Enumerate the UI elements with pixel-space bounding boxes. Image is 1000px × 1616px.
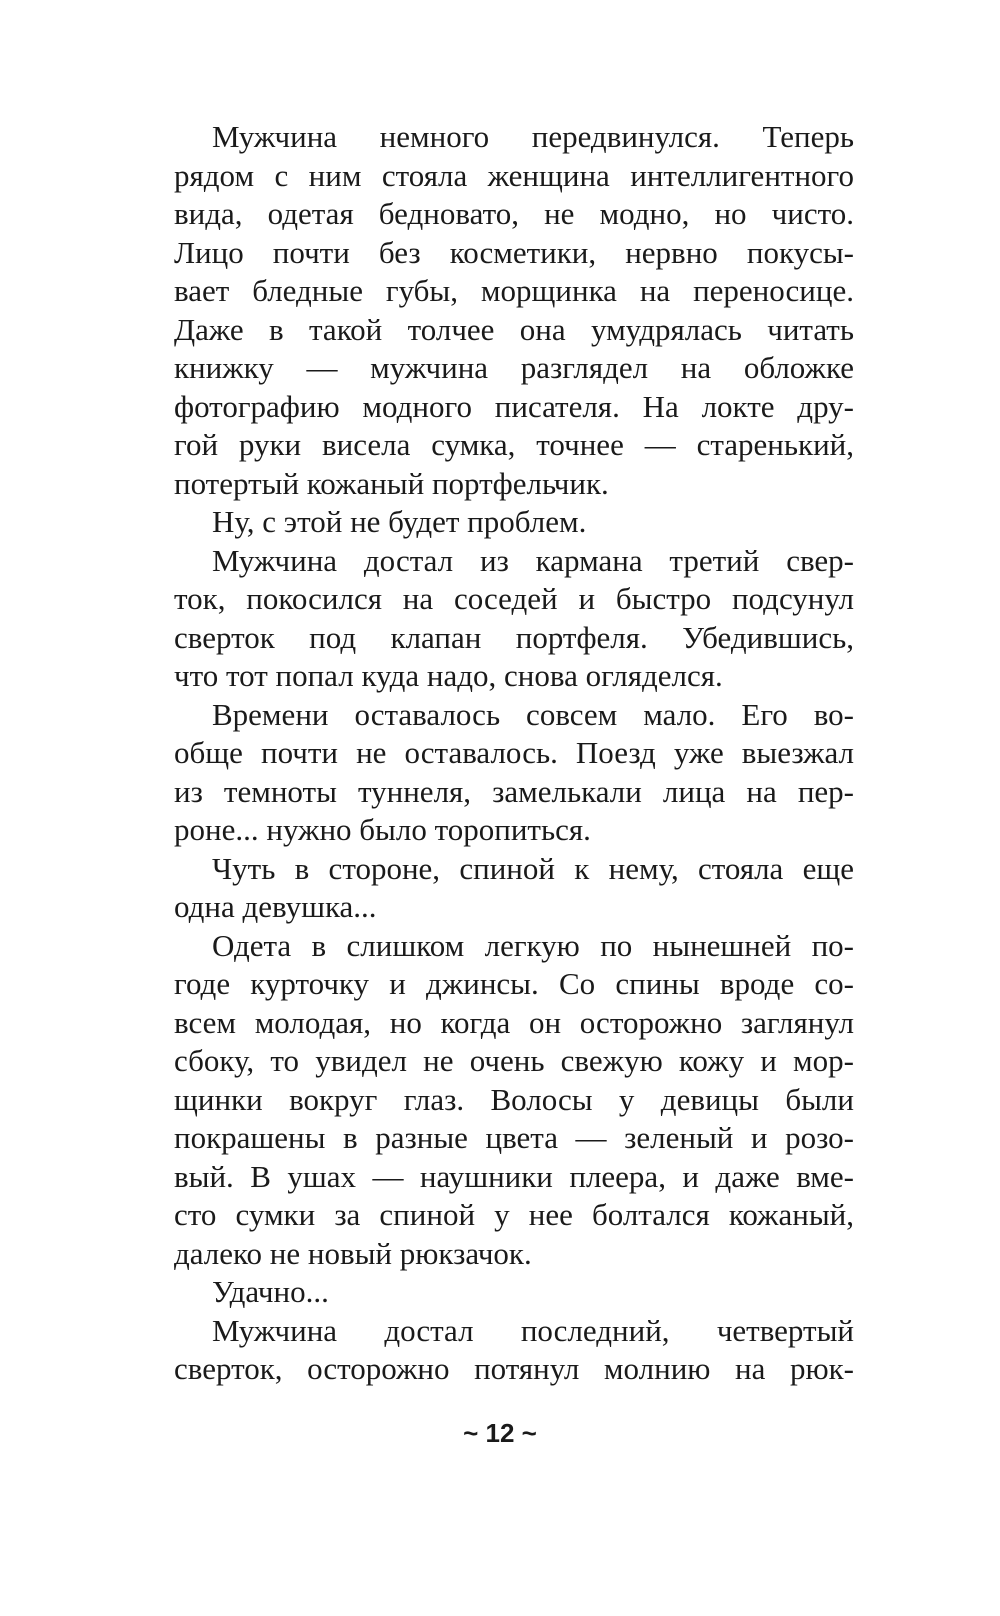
text-line: далеко не новый рюкзачок. bbox=[174, 1235, 532, 1271]
text-line: Чуть в стороне, спиной к нему, стояла еще bbox=[212, 850, 854, 886]
text-line: Лицо почти без косметики, нервно покусы- bbox=[174, 234, 854, 270]
text-line: что тот попал куда надо, снова огляделся. bbox=[174, 658, 723, 693]
text-line: книжку — мужчина разглядел на обложке bbox=[174, 350, 854, 385]
text-line: вый. В ушах — наушники плеера, и даже вме- bbox=[174, 1158, 854, 1194]
text-line: Времени оставалось совсем мало. Его во- bbox=[212, 696, 854, 732]
text-line: Мужчина немного передвинулся. Теперь bbox=[212, 119, 854, 154]
text-line: сверток, осторожно потянул молнию на рюк- bbox=[174, 1351, 854, 1386]
text-line: Одета в слишком легкую по нынешней по- bbox=[212, 927, 854, 963]
text-line: сбоку, то увидел не очень свежую кожу и мор- bbox=[174, 1043, 854, 1078]
text-line: вает бледные губы, морщинка на переносице. bbox=[174, 273, 854, 308]
text-line: всем молодая, но когда он осторожно заглянул bbox=[174, 1004, 854, 1040]
text-line: из темноты туннеля, замелькали лица на пер- bbox=[174, 773, 854, 809]
text-line: годе курточку и джинсы. Со спины вроде со- bbox=[174, 966, 854, 1001]
text-line: сверток под клапан портфеля. Убедившись, bbox=[174, 619, 854, 655]
text-line: Мужчина достал из кармана третий свер- bbox=[212, 542, 854, 578]
text-line: фотографию модного писателя. На локте дру- bbox=[174, 388, 854, 424]
text-line: Мужчина достал последний, четвертый bbox=[212, 1312, 854, 1348]
text-line: рядом с ним стояла женщина интеллигентного bbox=[174, 157, 854, 193]
text-line: сто сумки за спиной у нее болтался кожаный, bbox=[174, 1197, 854, 1232]
text-line: гой руки висела сумка, точнее — старенький, bbox=[174, 427, 854, 462]
text-line: Даже в такой толчее она умудрялась читать bbox=[174, 311, 854, 347]
text-line: одна девушка... bbox=[174, 889, 377, 924]
text-line: щинки вокруг глаз. Волосы у девицы были bbox=[174, 1081, 854, 1117]
text-line: вида, одетая бедновато, не модно, но чисто. bbox=[174, 196, 854, 231]
text-line: Ну, с этой не будет проблем. bbox=[212, 504, 587, 539]
text-line: обще почти не оставалось. Поезд уже выезжал bbox=[174, 735, 854, 770]
text-line: Удачно... bbox=[212, 1274, 329, 1309]
text-line: потертый кожаный портфельчик. bbox=[174, 465, 609, 501]
body-text bbox=[174, 118, 854, 1389]
text-line: покрашены в разные цвета — зеленый и розо- bbox=[174, 1120, 854, 1155]
text-line: ток, покосился на соседей и быстро подсунул bbox=[174, 581, 854, 616]
text-line: роне... нужно было торопиться. bbox=[174, 812, 591, 847]
page-number: ~ 12 ~ bbox=[463, 1418, 537, 1448]
